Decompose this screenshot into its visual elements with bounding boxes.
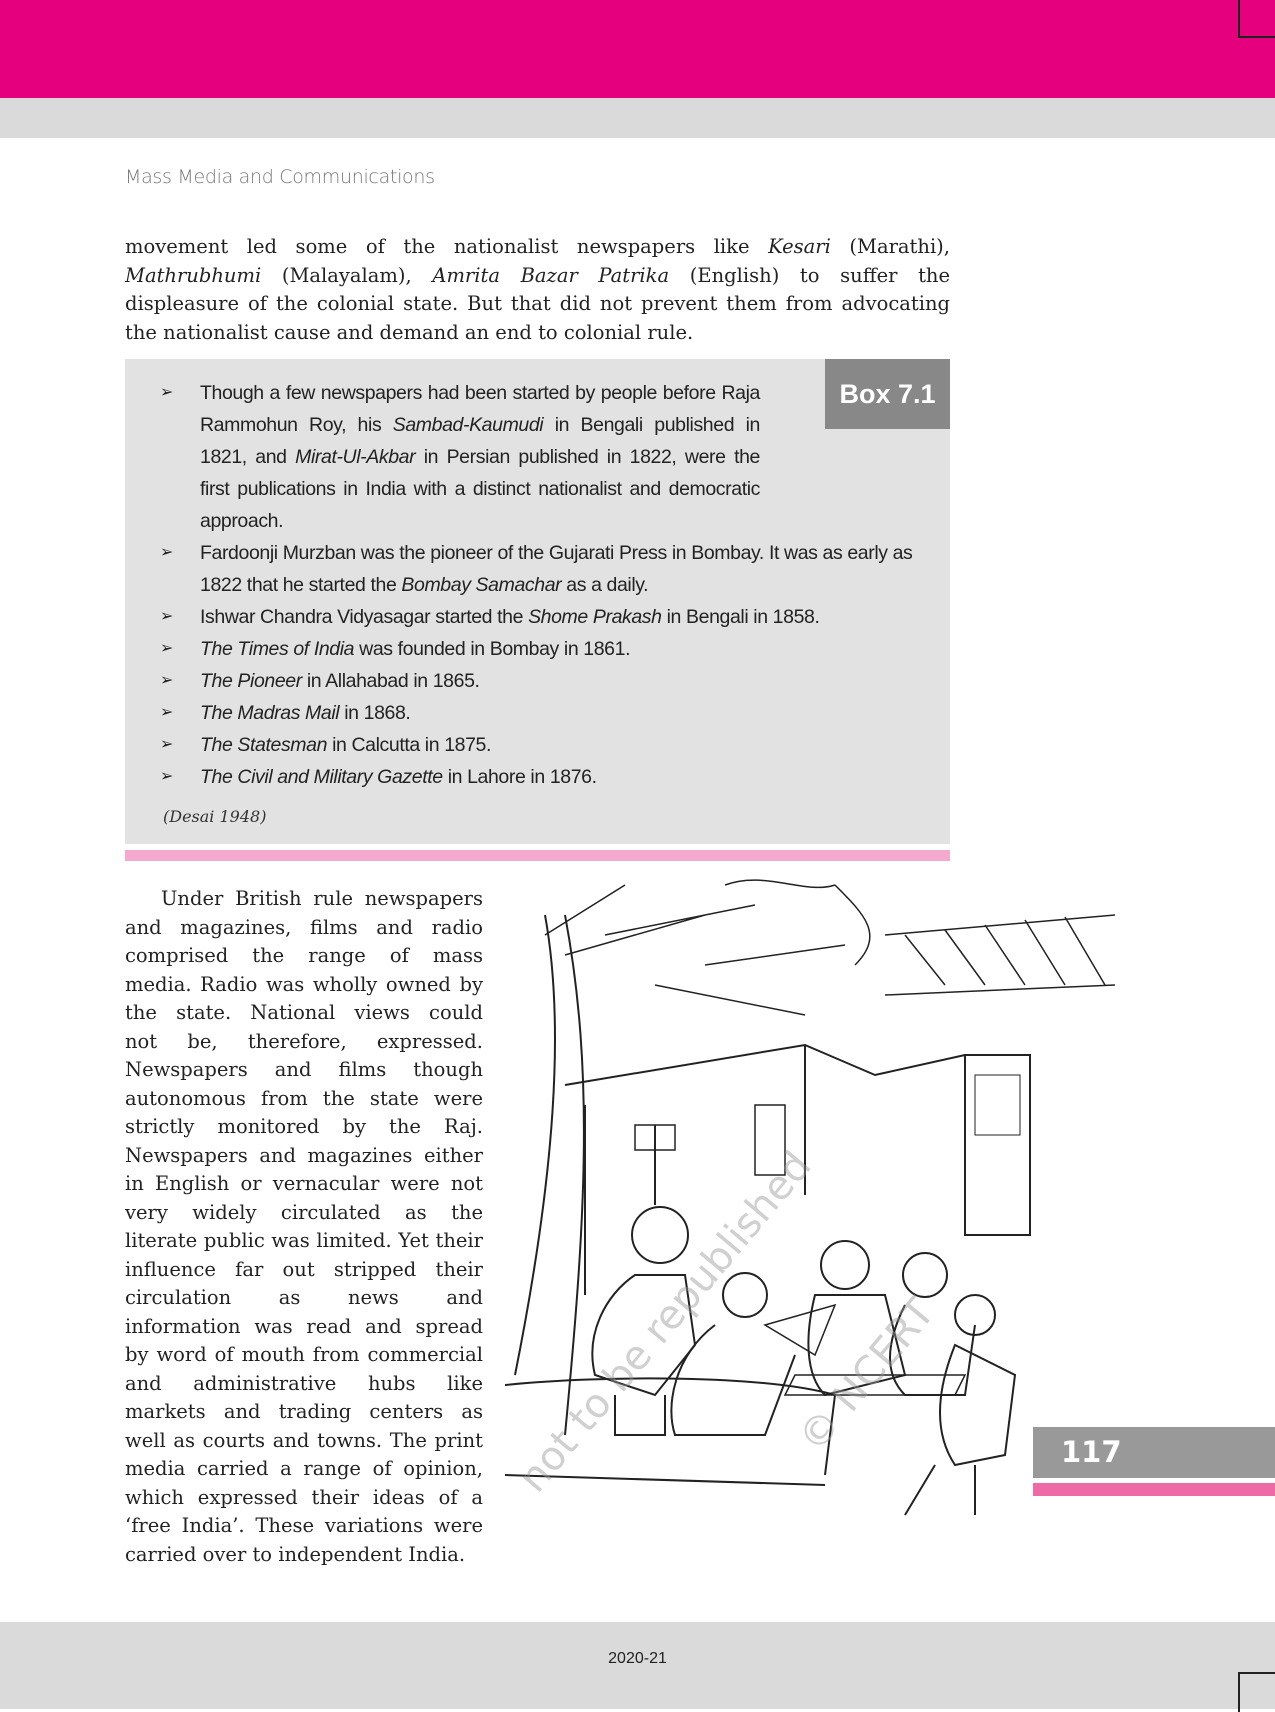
body-line: autonomous from the state were	[125, 1086, 483, 1110]
arrow-bullet-icon: ➢	[160, 608, 174, 625]
list-item: ➢ The Madras Mail in 1868.	[160, 697, 930, 729]
crop-mark	[1238, 1672, 1275, 1712]
list-item: ➢ Though a few newspapers had been started by people before Raja Rammohun Roy, his Sambad-Kaumudi in Bengali published in 1821, and Mirat-Ul-Akbar in Persian published in 1822, were the first publications in India with a distinct nationalist and democratic approach.	[160, 377, 760, 537]
page-content	[125, 233, 1115, 1569]
body-line: which expressed their ideas of a	[125, 1485, 483, 1509]
arrow-bullet-icon: ➢	[160, 672, 174, 689]
body-line: well as courts and towns. The print	[125, 1428, 483, 1452]
arrow-bullet-icon: ➢	[160, 704, 174, 721]
arrow-bullet-icon: ➢	[160, 736, 174, 753]
body-line: carried over to independent India.	[125, 1542, 466, 1566]
box-label: Box 7.1	[825, 359, 950, 429]
body-line: ‘free India’. These variations were	[125, 1514, 483, 1537]
body-line: in English or vernacular were not	[125, 1172, 483, 1195]
watermark-ncert: © NCERT	[789, 1289, 945, 1461]
arrow-bullet-icon: ➢	[160, 384, 174, 401]
list-item: ➢ Ishwar Chandra Vidyasagar started the Shome Prakash in Bengali in 1858.	[160, 601, 930, 633]
body-line: strictly monitored by the Raj.	[125, 1115, 483, 1138]
body-line: and magazines, films and radio	[125, 915, 483, 939]
body-line: by word of mouth from commercial	[125, 1343, 483, 1366]
body-row	[125, 885, 1115, 1569]
box-7-1	[125, 359, 950, 844]
body-line: Newspapers and magazines either	[125, 1143, 483, 1167]
footer-year: 2020-21	[608, 1650, 667, 1667]
header-band	[0, 98, 1275, 138]
list-item: ➢ The Pioneer in Allahabad in 1865.	[160, 665, 930, 697]
top-banner	[0, 0, 1275, 98]
citation: (Desai 1948)	[163, 807, 267, 826]
body-line: media carried a range of opinion,	[125, 1457, 483, 1480]
body-line: circulation as news and	[125, 1286, 483, 1309]
illustration-area	[505, 875, 1115, 1535]
running-title: Mass Media and Communications	[125, 166, 435, 188]
body-line: very widely circulated as the	[125, 1200, 483, 1224]
list-item: ➢ The Statesman in Calcutta in 1875.	[160, 729, 930, 761]
body-line: Newspapers and films though	[125, 1058, 483, 1081]
list-item: ➢ The Civil and Military Gazette in Lahore in 1876.	[160, 761, 930, 793]
body-column	[125, 885, 483, 1569]
body-line: information was read and spread	[125, 1314, 483, 1338]
crop-mark	[1238, 0, 1275, 38]
page-number: 117	[1033, 1427, 1275, 1478]
body-line: the state. National views could	[125, 1001, 483, 1024]
arrow-bullet-icon: ➢	[160, 768, 174, 785]
body-line: markets and trading centers as	[125, 1400, 483, 1423]
list-item: ➢ The Times of India was founded in Bombay in 1861.	[160, 633, 930, 665]
body-line: literate public was limited. Yet their	[125, 1229, 483, 1252]
arrow-bullet-icon: ➢	[160, 640, 174, 657]
arrow-bullet-icon: ➢	[160, 544, 174, 561]
body-line: media. Radio was wholly owned by	[125, 972, 483, 996]
body-line: comprised the range of mass	[125, 944, 483, 967]
box-list	[160, 377, 930, 793]
body-line: influence far out stripped their	[125, 1257, 483, 1281]
page-number-underline	[1033, 1483, 1275, 1496]
body-line: not be, therefore, expressed.	[125, 1029, 483, 1053]
box-underline	[125, 850, 950, 861]
intro-paragraph: movement led some of the nationalist newspapers like Kesari (Marathi), Mathrubhumi (Malayalam), Amrita Bazar Patrika (English) to suffer the displeasure of the colonial state. But that did not prevent them from advocating the nationalist cause and demand an end to colonial rule.	[125, 235, 951, 344]
body-line: and administrative hubs like	[125, 1371, 483, 1395]
watermark-republished: not to be republished	[509, 1143, 821, 1501]
body-line: Under British rule newspapers	[161, 887, 483, 910]
list-item: ➢ Fardoonji Murzban was the pioneer of the Gujarati Press in Bombay. It was as early as 1822 that he started the Bombay Samachar as a daily.	[160, 537, 930, 601]
